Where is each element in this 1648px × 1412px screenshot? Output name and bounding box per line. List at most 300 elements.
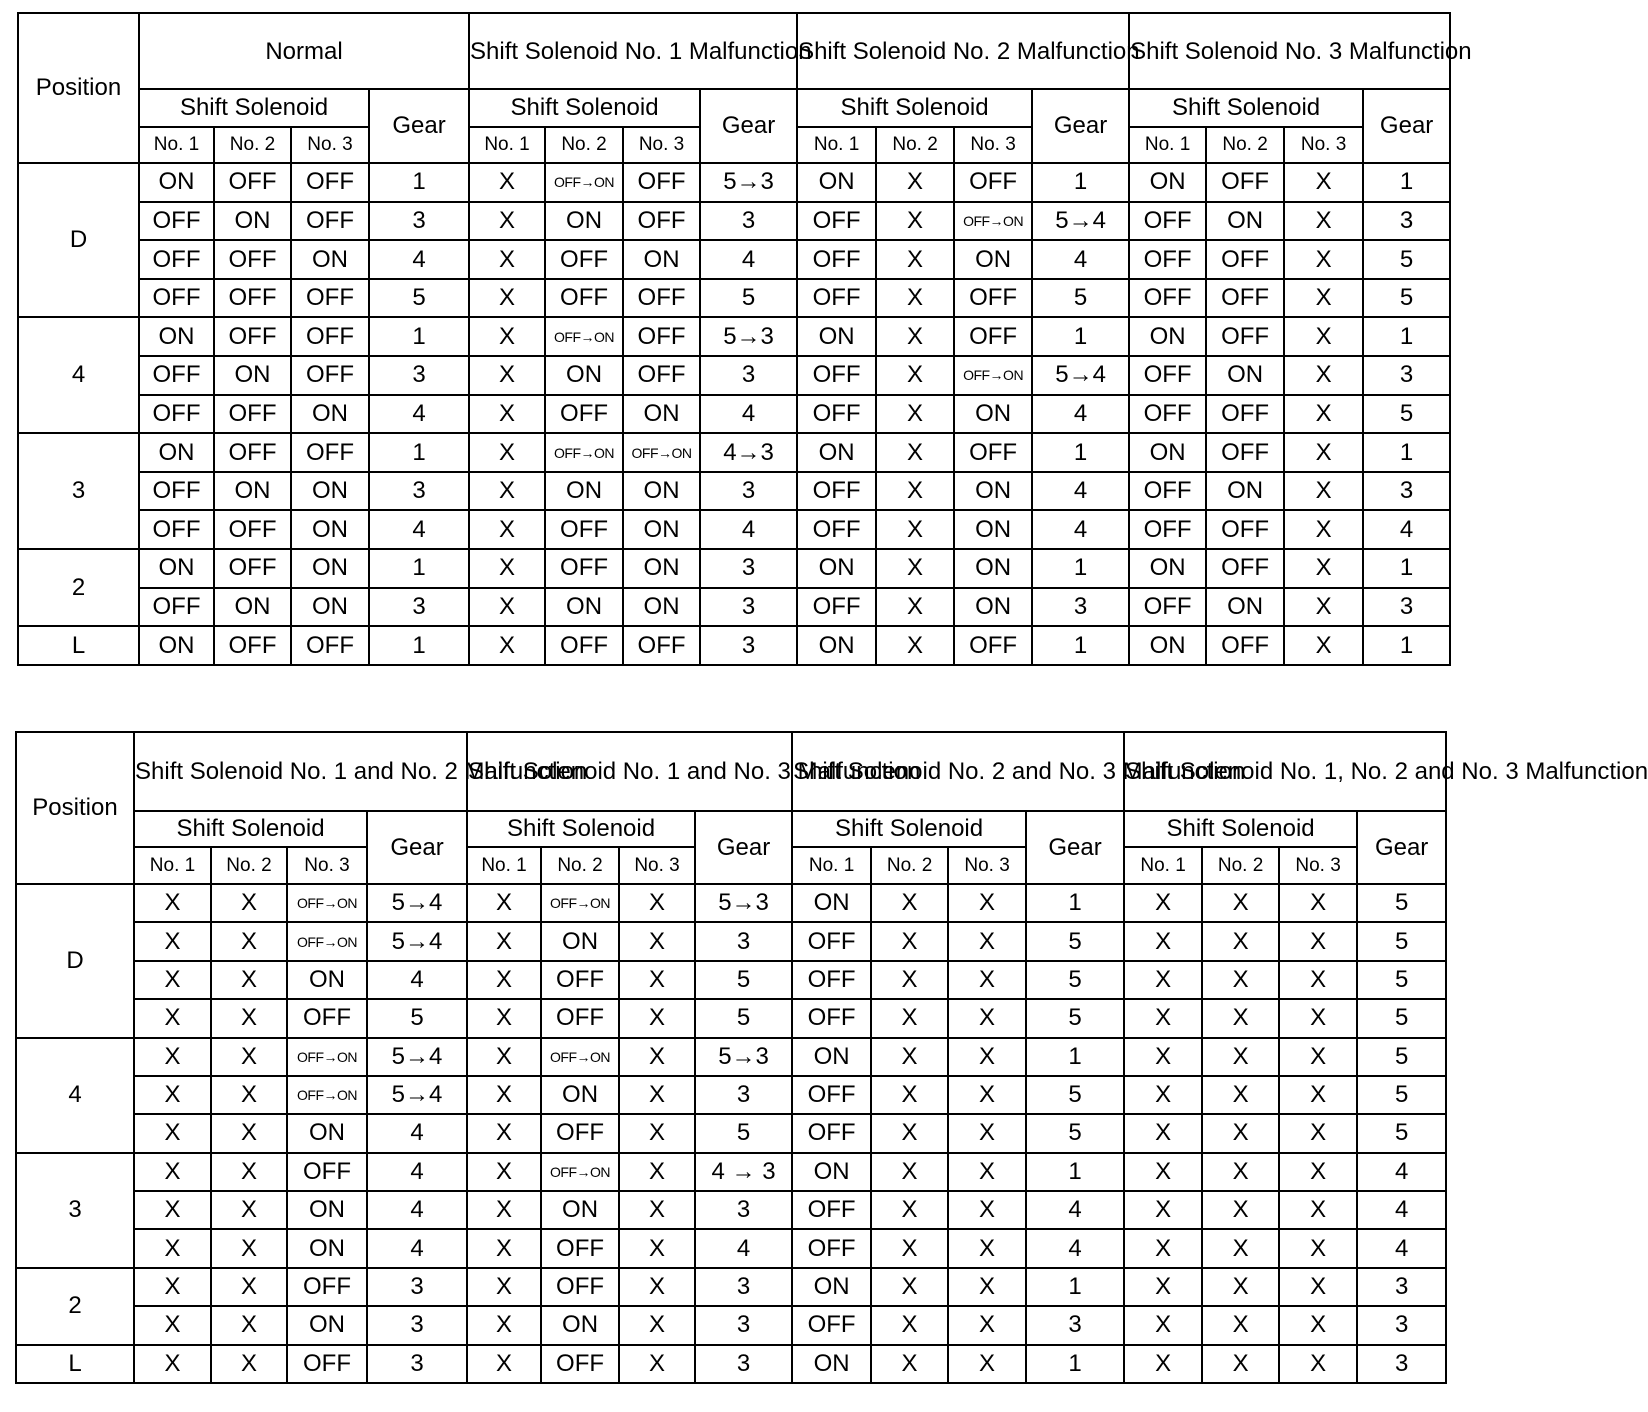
solenoid-state-cell: X (876, 626, 954, 665)
solenoid-state-cell: OFF (623, 356, 700, 395)
solenoid-state-cell: OFF (291, 279, 369, 318)
solenoid-state-cell: X (876, 472, 954, 511)
solenoid-state-cell: OFF (797, 279, 876, 318)
solenoid-state-cell: OFF (139, 202, 214, 241)
solenoid-state-cell: OFF (792, 1191, 871, 1229)
gear-cell: 4 (369, 395, 469, 434)
shift-solenoid-header: Shift Solenoid (134, 811, 367, 847)
solenoid-state-cell: OFF (954, 279, 1032, 318)
solenoid-state-cell: ON (1129, 433, 1206, 472)
solenoid-state-cell: X (871, 1306, 948, 1344)
gear-cell: 5 (1026, 961, 1124, 999)
gear-cell: 4 (1026, 1191, 1124, 1229)
table-row (18, 510, 1450, 549)
solenoid-state-cell: ON (954, 395, 1032, 434)
solenoid-no3-header: No. 3 (1284, 127, 1363, 163)
table-row (18, 626, 1450, 665)
solenoid-no3-header: No. 3 (291, 127, 369, 163)
gear-cell: 5→4 (1032, 202, 1129, 241)
table-body (16, 884, 1446, 1383)
solenoid-state-cell: OFF (797, 356, 876, 395)
solenoid-no2-header: No. 2 (871, 847, 948, 884)
gear-cell: 4 (1363, 510, 1450, 549)
solenoid-state-cell: OFF (214, 240, 291, 279)
solenoid-state-cell: ON (1206, 472, 1284, 511)
solenoid-state-cell: X (134, 1038, 211, 1076)
solenoid-state-cell: OFF (541, 1114, 619, 1152)
solenoid-state-cell: X (948, 1114, 1026, 1152)
solenoid-state-cell: X (211, 1345, 287, 1384)
solenoid-state-cell: X (1284, 279, 1363, 318)
solenoid-state-cell: ON (1206, 202, 1284, 241)
gear-cell: 3 (1363, 588, 1450, 627)
gear-cell: 3 (695, 1345, 792, 1384)
solenoid-state-cell: OFF→ON (287, 922, 367, 960)
position-label: 2 (18, 549, 139, 626)
solenoid-state-cell: OFF (792, 999, 871, 1037)
solenoid-state-cell: X (1124, 884, 1202, 922)
gear-cell: 4 (1026, 1229, 1124, 1267)
solenoid-state-cell: OFF (792, 1229, 871, 1267)
solenoid-state-cell: OFF (1129, 588, 1206, 627)
solenoid-state-cell: OFF (1206, 279, 1284, 318)
table-row (16, 884, 1446, 922)
gear-cell: 3 (1357, 1268, 1446, 1306)
position-label: D (18, 163, 139, 317)
solenoid-state-cell: X (467, 1191, 541, 1229)
solenoid-state-cell: OFF (214, 510, 291, 549)
solenoid-state-cell: OFF (623, 163, 700, 202)
gear-header: Gear (695, 811, 792, 884)
gear-cell: 5 (1363, 240, 1450, 279)
gear-cell: 3 (700, 202, 797, 241)
solenoid-no1-header: No. 1 (467, 847, 541, 884)
solenoid-state-cell: OFF (214, 317, 291, 356)
gear-cell: 3 (700, 549, 797, 588)
solenoid-state-cell: OFF (139, 279, 214, 318)
solenoid-state-cell: X (1124, 1345, 1202, 1384)
table-row (16, 1229, 1446, 1267)
table-row (16, 999, 1446, 1037)
solenoid-state-cell: ON (291, 395, 369, 434)
solenoid-state-cell: OFF→ON (541, 1153, 619, 1191)
gear-cell: 3 (367, 1345, 467, 1384)
gear-cell: 5 (1363, 279, 1450, 318)
solenoid-no2-header: No. 2 (541, 847, 619, 884)
gear-cell: 1 (1026, 1268, 1124, 1306)
gear-cell: 3 (695, 1191, 792, 1229)
solenoid-state-cell: OFF (291, 356, 369, 395)
solenoid-state-cell: X (211, 1076, 287, 1114)
gear-cell: 4 (700, 240, 797, 279)
shift-solenoid-header: Shift Solenoid (792, 811, 1026, 847)
solenoid-state-cell: X (211, 1038, 287, 1076)
position-label: L (16, 1345, 134, 1384)
solenoid-state-cell: X (871, 922, 948, 960)
solenoid-state-cell: X (467, 922, 541, 960)
solenoid-no1-header: No. 1 (139, 127, 214, 163)
gear-cell: 1 (369, 549, 469, 588)
gear-cell: 3 (1026, 1306, 1124, 1344)
solenoid-no3-header: No. 3 (623, 127, 700, 163)
solenoid-state-cell: X (1284, 626, 1363, 665)
solenoid-state-cell: ON (623, 588, 700, 627)
solenoid-state-cell: ON (792, 1268, 871, 1306)
solenoid-state-cell: X (467, 1038, 541, 1076)
solenoid-state-cell: X (1202, 1114, 1279, 1152)
solenoid-no1-header: No. 1 (469, 127, 545, 163)
gear-cell: 5→3 (700, 163, 797, 202)
solenoid-state-cell: X (1202, 961, 1279, 999)
solenoid-no1-header: No. 1 (134, 847, 211, 884)
solenoid-state-cell: X (876, 510, 954, 549)
solenoid-state-cell: X (948, 1268, 1026, 1306)
solenoid-state-cell: ON (623, 510, 700, 549)
table-row (18, 317, 1450, 356)
solenoid-table-bottom (15, 731, 1648, 1384)
solenoid-state-cell: OFF (139, 356, 214, 395)
solenoid-state-cell: ON (797, 163, 876, 202)
gear-cell: 5→4 (367, 1038, 467, 1076)
table-row (18, 395, 1450, 434)
position-label: 3 (18, 433, 139, 549)
solenoid-state-cell: ON (1129, 626, 1206, 665)
solenoid-state-cell: X (469, 472, 545, 511)
solenoid-state-cell: X (948, 884, 1026, 922)
solenoid-state-cell: ON (291, 588, 369, 627)
gear-cell: 4 (700, 510, 797, 549)
solenoid-state-cell: OFF (291, 317, 369, 356)
solenoid-state-cell: OFF (541, 961, 619, 999)
solenoid-state-cell: X (876, 549, 954, 588)
solenoid-state-cell: X (1202, 1153, 1279, 1191)
solenoid-no3-header: No. 3 (948, 847, 1026, 884)
solenoid-state-cell: OFF (1206, 510, 1284, 549)
solenoid-state-cell: ON (545, 588, 623, 627)
solenoid-state-cell: X (1279, 1038, 1357, 1076)
solenoid-state-cell: X (948, 1038, 1026, 1076)
solenoid-state-cell: X (469, 588, 545, 627)
solenoid-state-cell: X (1279, 1076, 1357, 1114)
gear-cell: 1 (369, 163, 469, 202)
gear-cell: 1 (1363, 163, 1450, 202)
gear-cell: 3 (369, 588, 469, 627)
solenoid-state-cell: ON (541, 1306, 619, 1344)
solenoid-state-cell: X (619, 1076, 695, 1114)
solenoid-state-cell: X (1284, 472, 1363, 511)
solenoid-state-cell: OFF (1129, 510, 1206, 549)
solenoid-no2-header: No. 2 (545, 127, 623, 163)
solenoid-state-cell: X (948, 1076, 1026, 1114)
table-row (16, 1306, 1446, 1344)
table-row (18, 588, 1450, 627)
solenoid-state-cell: OFF (1206, 317, 1284, 356)
solenoid-state-cell: ON (139, 626, 214, 665)
solenoid-state-cell: OFF (797, 240, 876, 279)
solenoid-state-cell: X (467, 1345, 541, 1384)
solenoid-state-cell: X (948, 1229, 1026, 1267)
gear-cell: 4 (1032, 395, 1129, 434)
gear-header: Gear (1363, 89, 1450, 163)
gear-cell: 5 (1026, 999, 1124, 1037)
gear-cell: 4 (367, 1153, 467, 1191)
solenoid-state-cell: OFF (623, 317, 700, 356)
gear-header: Gear (1032, 89, 1129, 163)
solenoid-state-cell: X (1284, 510, 1363, 549)
table-row (16, 1038, 1446, 1076)
solenoid-state-cell: X (1202, 1345, 1279, 1384)
solenoid-state-cell: OFF (1129, 356, 1206, 395)
solenoid-state-cell: OFF (287, 1153, 367, 1191)
solenoid-state-cell: X (1202, 1268, 1279, 1306)
solenoid-state-cell: ON (139, 163, 214, 202)
gear-cell: 5 (1357, 1038, 1446, 1076)
solenoid-state-cell: X (211, 922, 287, 960)
gear-cell: 1 (1026, 1345, 1124, 1384)
table-row (16, 1345, 1446, 1384)
solenoid-state-cell: OFF (291, 202, 369, 241)
solenoid-state-cell: X (1279, 1306, 1357, 1344)
solenoid-state-cell: X (1284, 356, 1363, 395)
solenoid-state-cell: OFF (1206, 395, 1284, 434)
solenoid-no2-header: No. 2 (1206, 127, 1284, 163)
group-header: Shift Solenoid No. 2 Malfunction (797, 13, 1129, 89)
solenoid-state-cell: OFF (545, 240, 623, 279)
solenoid-state-cell: OFF→ON (287, 1076, 367, 1114)
solenoid-state-cell: X (469, 395, 545, 434)
solenoid-state-cell: X (211, 961, 287, 999)
solenoid-state-cell: OFF (214, 163, 291, 202)
gear-cell: 1 (1032, 317, 1129, 356)
solenoid-state-cell: OFF (287, 1268, 367, 1306)
gear-cell: 1 (1363, 549, 1450, 588)
gear-cell: 3 (369, 202, 469, 241)
table-row (18, 240, 1450, 279)
solenoid-state-cell: X (469, 202, 545, 241)
solenoid-state-cell: X (1279, 961, 1357, 999)
solenoid-state-cell: X (1124, 961, 1202, 999)
solenoid-state-cell: X (134, 1306, 211, 1344)
solenoid-state-cell: X (1279, 1114, 1357, 1152)
group-header: Shift Solenoid No. 2 and No. 3 Malfunction (792, 732, 1124, 811)
gear-cell: 5 (1363, 395, 1450, 434)
table-row (18, 163, 1450, 202)
solenoid-state-cell: X (871, 1076, 948, 1114)
solenoid-state-cell: OFF (287, 1345, 367, 1384)
gear-cell: 4 (367, 1191, 467, 1229)
gear-cell: 3 (695, 1268, 792, 1306)
solenoid-no3-header: No. 3 (1279, 847, 1357, 884)
solenoid-state-cell: X (134, 1191, 211, 1229)
solenoid-state-cell: X (871, 1229, 948, 1267)
table-row (16, 1268, 1446, 1306)
gear-cell: 5 (367, 999, 467, 1037)
gear-cell: 1 (1363, 433, 1450, 472)
solenoid-state-cell: ON (792, 1153, 871, 1191)
gear-cell: 3 (369, 356, 469, 395)
gear-cell: 4 (1357, 1153, 1446, 1191)
solenoid-state-cell: X (619, 1306, 695, 1344)
solenoid-state-cell: X (619, 1191, 695, 1229)
solenoid-state-cell: ON (214, 472, 291, 511)
solenoid-state-cell: X (619, 999, 695, 1037)
shift-solenoid-header: Shift Solenoid (1124, 811, 1357, 847)
solenoid-state-cell: X (134, 999, 211, 1037)
gear-cell: 5 (1026, 922, 1124, 960)
solenoid-state-cell: OFF (139, 240, 214, 279)
solenoid-state-cell: X (871, 884, 948, 922)
table-row (16, 1191, 1446, 1229)
solenoid-state-cell: OFF (797, 588, 876, 627)
solenoid-state-cell: X (1124, 999, 1202, 1037)
table-row (18, 279, 1450, 318)
solenoid-state-cell: X (467, 999, 541, 1037)
solenoid-state-cell: OFF (287, 999, 367, 1037)
solenoid-state-cell: X (211, 1268, 287, 1306)
solenoid-state-cell: OFF (797, 202, 876, 241)
solenoid-no3-header: No. 3 (954, 127, 1032, 163)
solenoid-state-cell: ON (1129, 549, 1206, 588)
solenoid-state-cell: X (467, 1114, 541, 1152)
solenoid-state-cell: ON (792, 884, 871, 922)
gear-cell: 4 (1032, 510, 1129, 549)
gear-cell: 5 (1357, 884, 1446, 922)
solenoid-state-cell: OFF (291, 163, 369, 202)
solenoid-state-cell: X (1202, 1229, 1279, 1267)
gear-cell: 5 (1026, 1114, 1124, 1152)
solenoid-state-cell: X (1284, 433, 1363, 472)
solenoid-state-cell: ON (214, 588, 291, 627)
shift-solenoid-header: Shift Solenoid (139, 89, 369, 127)
solenoid-state-cell: X (134, 884, 211, 922)
gear-cell: 4→3 (700, 433, 797, 472)
solenoid-state-cell: X (134, 922, 211, 960)
gear-cell: 5 (1357, 1114, 1446, 1152)
position-label: 2 (16, 1268, 134, 1345)
gear-cell: 4 (1357, 1229, 1446, 1267)
solenoid-state-cell: OFF (545, 626, 623, 665)
solenoid-state-cell: OFF (1129, 240, 1206, 279)
group-header: Shift Solenoid No. 1 and No. 3 Malfunction (467, 732, 792, 811)
solenoid-state-cell: ON (291, 240, 369, 279)
solenoid-state-cell: ON (139, 433, 214, 472)
solenoid-state-cell: OFF (1129, 395, 1206, 434)
solenoid-state-cell: X (469, 279, 545, 318)
solenoid-state-cell: OFF (545, 279, 623, 318)
solenoid-state-cell: ON (623, 472, 700, 511)
solenoid-state-cell: OFF (792, 922, 871, 960)
solenoid-state-cell: X (1279, 1153, 1357, 1191)
solenoid-state-cell: X (211, 1153, 287, 1191)
solenoid-state-cell: ON (797, 626, 876, 665)
solenoid-state-cell: OFF→ON (541, 884, 619, 922)
solenoid-state-cell: X (1279, 1268, 1357, 1306)
solenoid-state-cell: X (1124, 1229, 1202, 1267)
table-body (18, 163, 1450, 665)
gear-cell: 5→4 (1032, 356, 1129, 395)
solenoid-state-cell: X (1284, 240, 1363, 279)
solenoid-state-cell: X (619, 1229, 695, 1267)
solenoid-state-cell: X (948, 961, 1026, 999)
position-label: L (18, 626, 139, 665)
shift-solenoid-header: Shift Solenoid (1129, 89, 1363, 127)
gear-cell: 3 (1363, 472, 1450, 511)
solenoid-state-cell: X (871, 1268, 948, 1306)
gear-cell: 3 (695, 1076, 792, 1114)
position-header: Position (16, 732, 134, 884)
gear-cell: 5 (695, 1114, 792, 1152)
gear-header: Gear (1026, 811, 1124, 884)
gear-cell: 3 (1363, 202, 1450, 241)
solenoid-state-cell: X (467, 884, 541, 922)
solenoid-state-cell: X (211, 1306, 287, 1344)
solenoid-state-cell: OFF (954, 317, 1032, 356)
solenoid-state-cell: X (134, 1345, 211, 1384)
gear-cell: 5→4 (367, 1076, 467, 1114)
gear-cell: 3 (700, 356, 797, 395)
solenoid-state-cell: OFF (623, 202, 700, 241)
solenoid-state-cell: X (876, 395, 954, 434)
gear-cell: 4 → 3 (695, 1153, 792, 1191)
solenoid-state-cell: X (871, 1038, 948, 1076)
solenoid-state-cell: ON (287, 1114, 367, 1152)
group-header: Normal (139, 13, 469, 89)
solenoid-state-cell: X (871, 1153, 948, 1191)
solenoid-state-cell: X (467, 1306, 541, 1344)
solenoid-state-cell: X (871, 1114, 948, 1152)
solenoid-state-cell: X (469, 317, 545, 356)
solenoid-state-cell: OFF (1206, 163, 1284, 202)
solenoid-state-cell: X (1124, 1038, 1202, 1076)
solenoid-state-cell: OFF (541, 1229, 619, 1267)
group-header: Shift Solenoid No. 1, No. 2 and No. 3 Malfunction (1124, 732, 1446, 811)
gear-cell: 3 (1357, 1306, 1446, 1344)
shift-solenoid-header: Shift Solenoid (467, 811, 695, 847)
solenoid-state-cell: X (1279, 884, 1357, 922)
solenoid-state-cell: OFF (1206, 549, 1284, 588)
solenoid-state-cell: X (1284, 549, 1363, 588)
solenoid-state-cell: X (876, 240, 954, 279)
solenoid-state-cell: ON (291, 510, 369, 549)
solenoid-state-cell: ON (623, 549, 700, 588)
gear-cell: 1 (1363, 317, 1450, 356)
gear-header: Gear (1357, 811, 1446, 884)
solenoid-state-cell: ON (954, 472, 1032, 511)
solenoid-no2-header: No. 2 (876, 127, 954, 163)
solenoid-state-cell: X (211, 1114, 287, 1152)
solenoid-state-cell: X (469, 240, 545, 279)
solenoid-state-cell: OFF (291, 433, 369, 472)
table-row (18, 433, 1450, 472)
solenoid-state-cell: X (467, 1076, 541, 1114)
solenoid-state-cell: ON (291, 549, 369, 588)
solenoid-state-cell: ON (287, 961, 367, 999)
table-row (16, 1153, 1446, 1191)
solenoid-state-cell: X (619, 922, 695, 960)
gear-cell: 1 (1026, 1153, 1124, 1191)
solenoid-state-cell: ON (287, 1229, 367, 1267)
solenoid-state-cell: ON (1129, 163, 1206, 202)
gear-cell: 3 (700, 626, 797, 665)
gear-cell: 3 (369, 472, 469, 511)
solenoid-state-cell: OFF (545, 549, 623, 588)
solenoid-state-cell: X (871, 961, 948, 999)
solenoid-state-cell: ON (541, 1191, 619, 1229)
solenoid-state-cell: OFF (139, 510, 214, 549)
solenoid-state-cell: OFF→ON (545, 163, 623, 202)
table-row (18, 472, 1450, 511)
solenoid-state-cell: X (467, 1268, 541, 1306)
